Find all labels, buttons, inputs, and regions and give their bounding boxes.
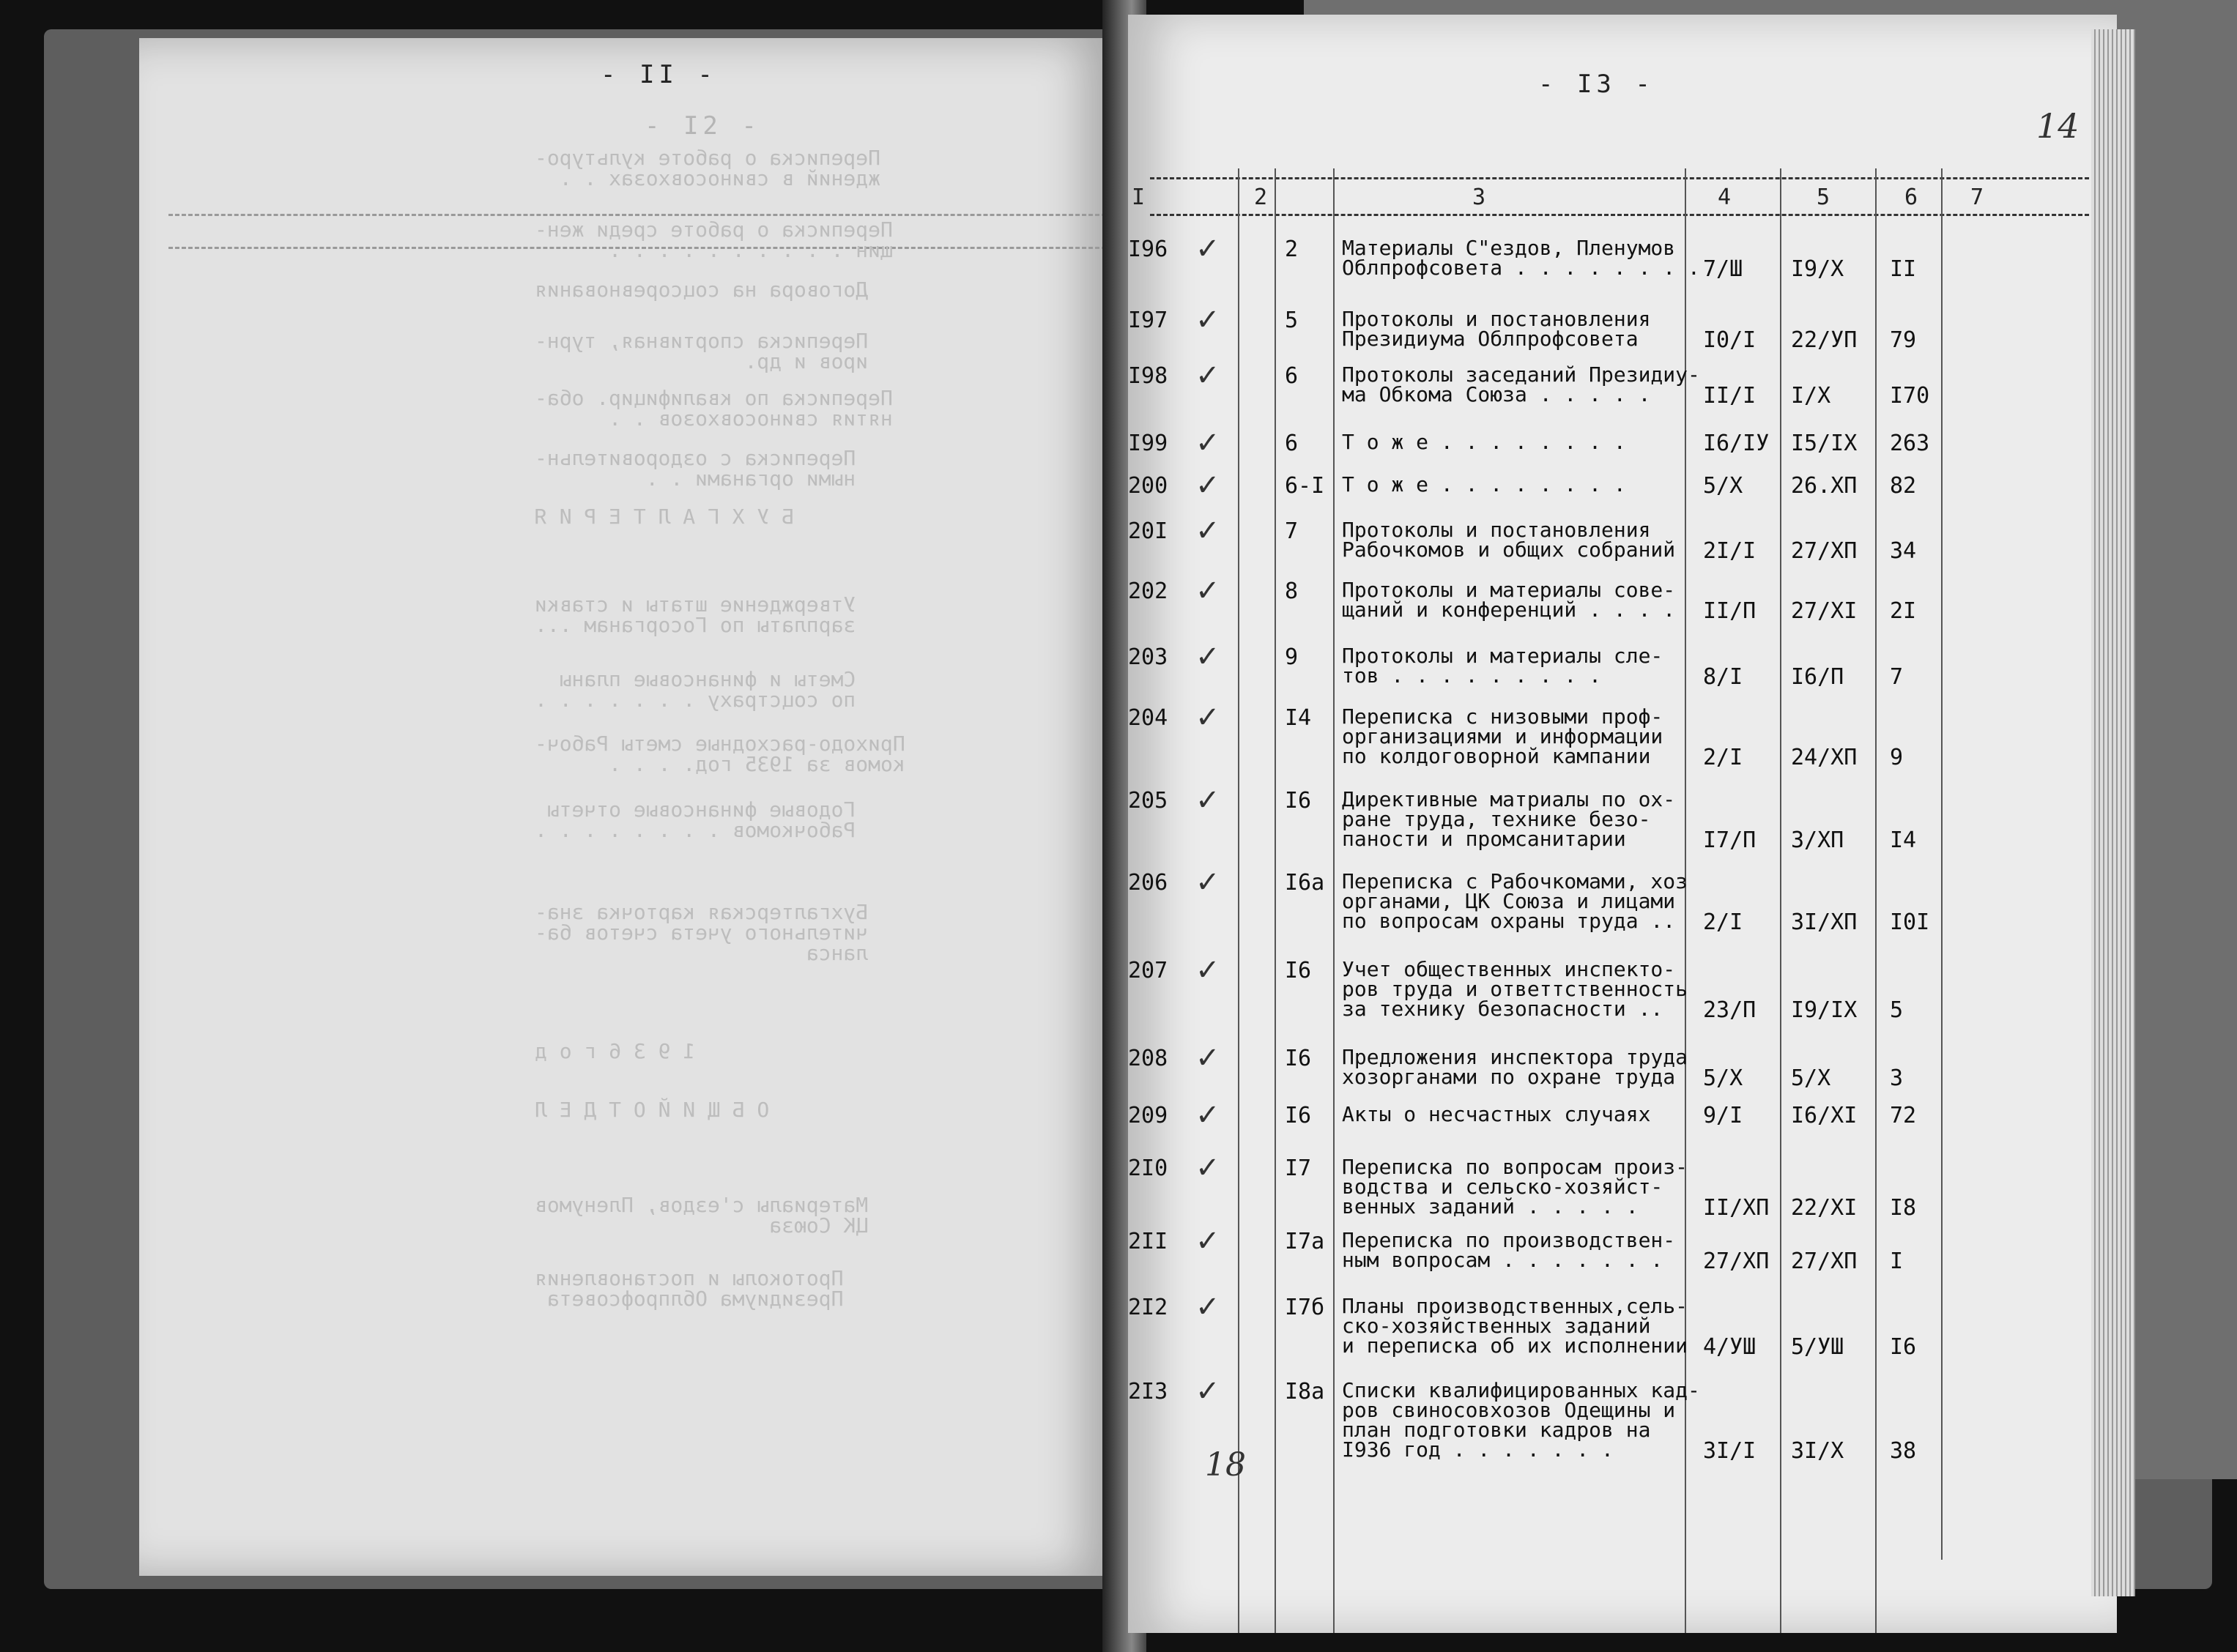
row-description: Акты о несчастных случаях [1342,1102,1651,1126]
ghost-line: Приходо-расходные сметы Рабоч- комов за 1935 год. . . . [535,732,905,776]
right-page [1128,15,2117,1633]
row-end-date: I5/IX [1791,431,1858,456]
row-start-date: 2/I [1703,909,1743,935]
row-start-date: I0/I [1703,327,1756,353]
row-end-date: 27/XI [1791,598,1858,624]
row-end-date: 3I/X [1791,1438,1844,1464]
row-sheet-count: 82 [1890,473,1917,499]
row-description: Материалы С"ездов, Пленумов Облпрофсовета . . . . . . . . [1342,236,1700,280]
row-description: Директивные матриалы по ох- ране труда, технике безо- паности и промсанитарии [1342,787,1676,851]
row-end-date: I9/IX [1791,997,1858,1023]
row-column-2: 6-I [1285,473,1325,499]
col-divider-2 [1275,168,1276,1633]
row-sheet-count: 9 [1890,745,1904,770]
row-start-date: I6/IУ [1703,431,1770,456]
row-item-number: 206 [1128,870,1168,896]
ghost-line: Б У Х Г А Л Т Е Р И Я [535,505,795,529]
ghost-line: Бухгалтерская карточка зна- чительного учета счетов ба- ланса [535,900,869,965]
row-item-number: 2I3 [1128,1379,1168,1404]
col-divider-3 [1333,168,1335,1633]
column-header-3: 3 [1472,185,1486,210]
row-sheet-count: I6 [1890,1334,1917,1360]
row-sheet-count: I [1890,1249,1904,1274]
row-item-number: I96 [1128,237,1168,262]
row-column-2: 8 [1285,578,1299,604]
row-start-date: 27/XП [1703,1249,1770,1274]
ghost-line: Годовые финансовые отчеты Рабочкомов . . . . . . . . [535,797,856,842]
row-end-date: 5/УШ [1791,1334,1844,1360]
row-end-date: 24/XП [1791,745,1858,770]
row-description: Предложения инспектора труда хозорганами по охране труда [1342,1045,1688,1089]
row-start-date: 2/I [1703,745,1743,770]
row-start-date: II/XП [1703,1195,1770,1221]
row-description: Переписка с низовыми проф- организациями и информации по колдоговорной кампании [1342,704,1663,768]
col-divider-6 [1875,168,1877,1633]
row-sheet-count: 5 [1890,997,1904,1023]
row-end-date: 27/XП [1791,1249,1858,1274]
row-sheet-count: I8 [1890,1195,1917,1221]
row-end-date: 27/XП [1791,538,1858,564]
ghost-line: Переписка о работе культуро- ждений в свиносовхозах . . [535,146,881,190]
row-end-date: I6/П [1791,664,1844,690]
row-sheet-count: 38 [1890,1438,1917,1464]
row-description: Протоколы заседаний Президиу- ма Обкома Союза . . . . . [1342,362,1700,406]
row-column-2: 9 [1285,644,1299,670]
row-sheet-count: 79 [1890,327,1917,353]
row-column-2: 5 [1285,308,1299,333]
column-header-2: 2 [1254,185,1268,210]
archive-sheet-number: 14 [2036,106,2080,146]
row-item-number: 202 [1128,578,1168,604]
row-column-2: 6 [1285,363,1299,389]
row-end-date: 22/XI [1791,1195,1858,1221]
row-item-number: 2I0 [1128,1156,1168,1181]
ghost-line: Протоколы и постановления Президиума Облпрофсовета [535,1266,844,1311]
column-header-5: 5 [1817,185,1830,210]
row-end-date: I6/XI [1791,1103,1858,1128]
row-start-date: 2I/I [1703,538,1756,564]
row-start-date: 9/I [1703,1103,1743,1128]
row-column-2: I4 [1285,705,1312,731]
row-item-number: 203 [1128,644,1168,670]
row-item-number: 2II [1128,1229,1168,1254]
checkmark-icon: ✓ [1195,784,1220,817]
ghost-line: Материалы с'ездов, Пленумов ЦК Союза [535,1193,869,1238]
row-sheet-count: 72 [1890,1103,1917,1128]
row-column-2: I6а [1285,870,1325,896]
row-item-number: I97 [1128,308,1168,333]
row-end-date: 5/X [1791,1065,1831,1091]
row-column-2: I6 [1285,958,1312,983]
ghost-line: Переписка по квалифицир. оба- нятия свиносовхозов . . [535,386,893,431]
column-header-4: 4 [1718,185,1732,210]
left-page-number: - II - [601,60,717,89]
row-start-date: 23/П [1703,997,1756,1023]
row-column-2: 2 [1285,237,1299,262]
checkmark-icon: ✓ [1195,953,1220,987]
row-column-2: I7 [1285,1156,1312,1181]
ghost-line: Сметы и финансовые планы по соцстраху . . . . . . . [535,667,856,712]
row-item-number: 200 [1128,473,1168,499]
row-description: Переписка по вопросам произ- водства и сельско-хозяйст- венных заданий . . . . . [1342,1155,1688,1218]
ghost-line: Переписка с оздоровительн- ными органами . . [535,446,856,491]
ghost-line: Переписка спортивная, турн- иров и др. [535,329,869,373]
row-column-2: I7б [1285,1295,1325,1320]
row-start-date: 5/X [1703,473,1743,499]
row-sheet-count: 2I [1890,598,1917,624]
row-column-2: I6 [1285,1046,1312,1071]
row-description: Протоколы и постановления Президиума Облпрофсовета [1342,307,1651,351]
checkmark-icon: ✓ [1195,1374,1220,1408]
checkmark-icon: ✓ [1195,1151,1220,1185]
row-sheet-count: I70 [1890,383,1930,409]
row-description: Переписка по производствен- ным вопросам . . . . . . . [1342,1228,1676,1272]
row-sheet-count: II [1890,256,1917,282]
row-item-number: 205 [1128,788,1168,814]
row-item-number: 204 [1128,705,1168,731]
ghost-line: О Б Щ И Й О Т Д Е Л [535,1098,770,1122]
row-item-number: 207 [1128,958,1168,983]
checkmark-icon: ✓ [1195,469,1220,502]
row-sheet-count: 3 [1890,1065,1904,1091]
row-start-date: I7/П [1703,827,1756,853]
row-start-date: 4/УШ [1703,1334,1756,1360]
page-edges [2091,29,2135,1596]
row-start-date: II/I [1703,383,1756,409]
row-description: Планы производственных,сель- ско-хозяйственных заданий и переписка об их исполнении [1342,1294,1688,1358]
left-page-number-faint: - I2 - [645,111,761,141]
left-header-dashes [168,214,1106,216]
right-page-number: - I3 - [1538,70,1655,99]
row-start-date: 7/Ш [1703,256,1743,282]
checkmark-icon: ✓ [1195,574,1220,608]
column-header-7: 7 [1970,185,1984,210]
ghost-line: 1 9 3 6 г о д [535,1039,696,1063]
row-column-2: I7а [1285,1229,1325,1254]
row-description: Учет общественных инспекто- ров труда и ответтственность за технику безопасности .. [1342,957,1688,1021]
row-column-2: I6 [1285,788,1312,814]
row-description: Протоколы и постановления Рабочкомов и общих собраний [1342,518,1676,562]
checkmark-icon: ✓ [1195,640,1220,674]
row-description: Переписка с Рабочкомами, хоз органами, ЦК Союза и лицами по вопросам охраны труда .. [1342,869,1688,933]
row-description: Протоколы и материалы сове- щаний и конференций . . . . [1342,578,1676,622]
row-start-date: 8/I [1703,664,1743,690]
row-end-date: I/X [1791,383,1831,409]
row-start-date: 3I/I [1703,1438,1756,1464]
row-end-date: 3I/XП [1791,909,1858,935]
table-header-bottom-rule [1150,214,2102,216]
row-item-number: 2I2 [1128,1295,1168,1320]
row-column-2: I6 [1285,1103,1312,1128]
checkmark-icon: ✓ [1195,866,1220,899]
checkmark-icon: ✓ [1195,303,1220,337]
col-divider-1 [1238,168,1239,1633]
row-start-date: II/П [1703,598,1756,624]
checkmark-icon: ✓ [1195,1098,1220,1132]
column-header-1: I [1132,185,1146,210]
row-sheet-count: 34 [1890,538,1917,564]
left-page [139,38,1113,1576]
row-column-2: 7 [1285,518,1299,544]
row-item-number: 20I [1128,518,1168,544]
row-start-date: 5/X [1703,1065,1743,1091]
checkmark-icon: ✓ [1195,1290,1220,1324]
col-divider-7 [1941,168,1943,1560]
row-description: Т о ж е . . . . . . . . [1342,472,1626,496]
row-sheet-count: 263 [1890,431,1930,456]
row-item-number: I99 [1128,431,1168,456]
row-description: Списки квалифицированных кад- ров свиносовхозов Одещины и план подготовки кадров на I936 год . . . . . . . [1342,1378,1700,1462]
row-sheet-count: 7 [1890,664,1904,690]
ghost-line: Переписка о работе среди жен- щин . . . . . . . . . . [535,217,893,262]
row-sheet-count: I0I [1890,909,1930,935]
ghost-line: Утверждение штаты и ставки зарплаты по Госорганам ... [535,592,856,637]
checkmark-icon: ✓ [1195,426,1220,460]
checkmark-icon: ✓ [1195,232,1220,266]
row-end-date: 26.XП [1791,473,1858,499]
checkmark-icon: ✓ [1195,1224,1220,1258]
row-item-number: 209 [1128,1103,1168,1128]
checkmark-icon: ✓ [1195,1041,1220,1075]
row-item-number: I98 [1128,363,1168,389]
row-description: Т о ж е . . . . . . . . [1342,430,1626,454]
checkmark-icon: ✓ [1195,701,1220,734]
checkmark-icon: ✓ [1195,514,1220,548]
row-end-date: I9/X [1791,256,1844,282]
ghost-line: Договора на соцсоревнования [535,278,869,302]
row-end-date: 3/XП [1791,827,1844,853]
row-item-number: 208 [1128,1046,1168,1071]
row-end-date: 22/УП [1791,327,1858,353]
handwritten-mark-18: 18 [1205,1446,1246,1484]
row-column-2: 6 [1285,431,1299,456]
row-description: Протоколы и материалы сле- тов . . . . . . . . . [1342,644,1663,688]
col-divider-5 [1780,168,1781,1633]
row-column-2: I8а [1285,1379,1325,1404]
checkmark-icon: ✓ [1195,359,1220,392]
table-header-top-rule [1150,177,2102,179]
column-header-6: 6 [1904,185,1918,210]
row-sheet-count: I4 [1890,827,1917,853]
